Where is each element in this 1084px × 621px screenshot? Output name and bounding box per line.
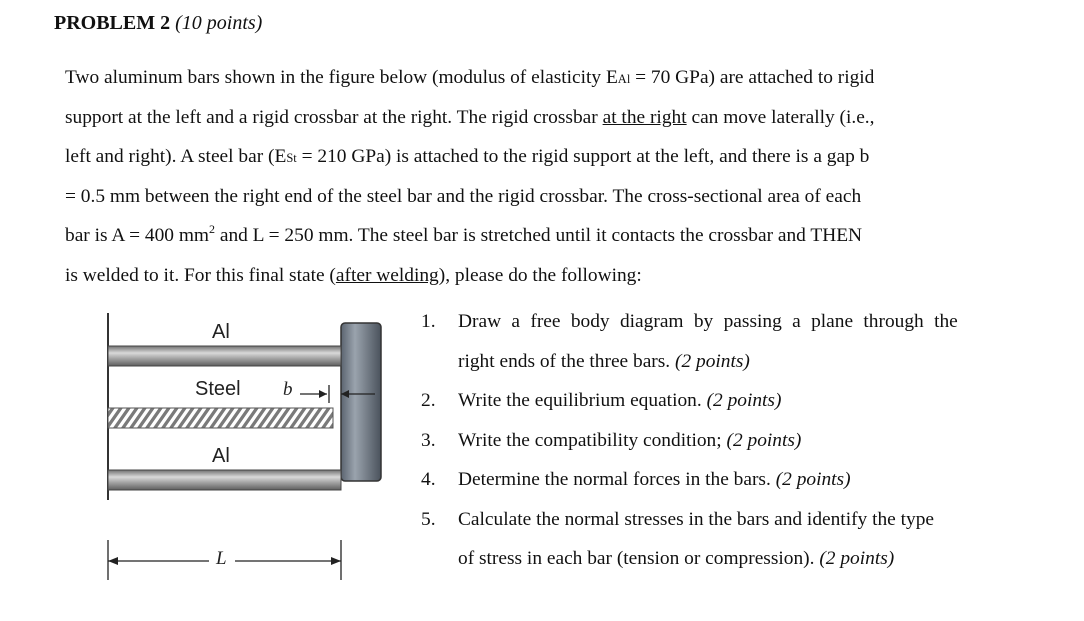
problem-number: PROBLEM 2: [54, 12, 171, 34]
dim-arrowhead-left: [108, 557, 118, 565]
label-al-top: Al: [212, 321, 230, 343]
task-item: 2. Write the equilibrium equation. (2 points): [421, 390, 782, 411]
task-item: 3. Write the compatibility condition; (2 points): [421, 429, 802, 451]
label-gap-b: b: [283, 379, 293, 400]
statement-line-5: bar is A = 400 $mm^2$ and L = 250 mm. The steel bar is stretched until it contacts the crossbar and THEN: [65, 222, 863, 246]
task-item-continuation: right ends of the three bars. (2 points): [458, 350, 750, 372]
statement-line-6: is welded to it. For this final state (after welding), please do the following:: [65, 264, 642, 286]
label-steel: Steel: [195, 378, 241, 400]
problem-points: (10 points): [175, 12, 263, 34]
aluminum-bar-top: [108, 346, 341, 366]
statement-line-1: Two aluminum bars shown in the figure below (modulus of elasticity EAl = 70 GPa) are attached to rigid: [65, 67, 875, 88]
steel-bar: [108, 408, 333, 428]
problem-statement: [65, 58, 1020, 295]
statement-line-2: support at the left and a rigid crossbar at the right. The rigid crossbar at the right can move laterally (i.e.,: [65, 106, 875, 128]
task-item: 4. Determine the normal forces in the bars. (2 points): [421, 469, 851, 490]
rigid-crossbar: [341, 323, 381, 481]
figure-drawing: [95, 305, 405, 590]
task-item-continuation: of stress in each bar (tension or compression). (2 points): [458, 548, 895, 569]
aluminum-bar-bottom: [108, 470, 341, 490]
bar-assembly-figure: [95, 305, 405, 590]
statement-line-4: = 0.5 mm between the right end of the steel bar and the rigid crossbar. The cross-sectional area of each: [65, 185, 862, 207]
task-item: 1. Draw a free body diagram by passing a plane through the: [421, 311, 958, 332]
label-al-bottom: Al: [212, 445, 230, 467]
problem-title: [54, 12, 262, 35]
gap-arrowhead-left: [319, 390, 327, 398]
statement-line-3: left and right). A steel bar (ESt = 210 GPa) is attached to the rigid support at the left, and there is a gap b: [65, 146, 870, 167]
label-length-l: L: [216, 548, 227, 569]
dim-arrowhead-right: [331, 557, 341, 565]
task-list: [421, 302, 1021, 579]
task-item: 5. Calculate the normal stresses in the bars and identify the type: [421, 508, 935, 530]
